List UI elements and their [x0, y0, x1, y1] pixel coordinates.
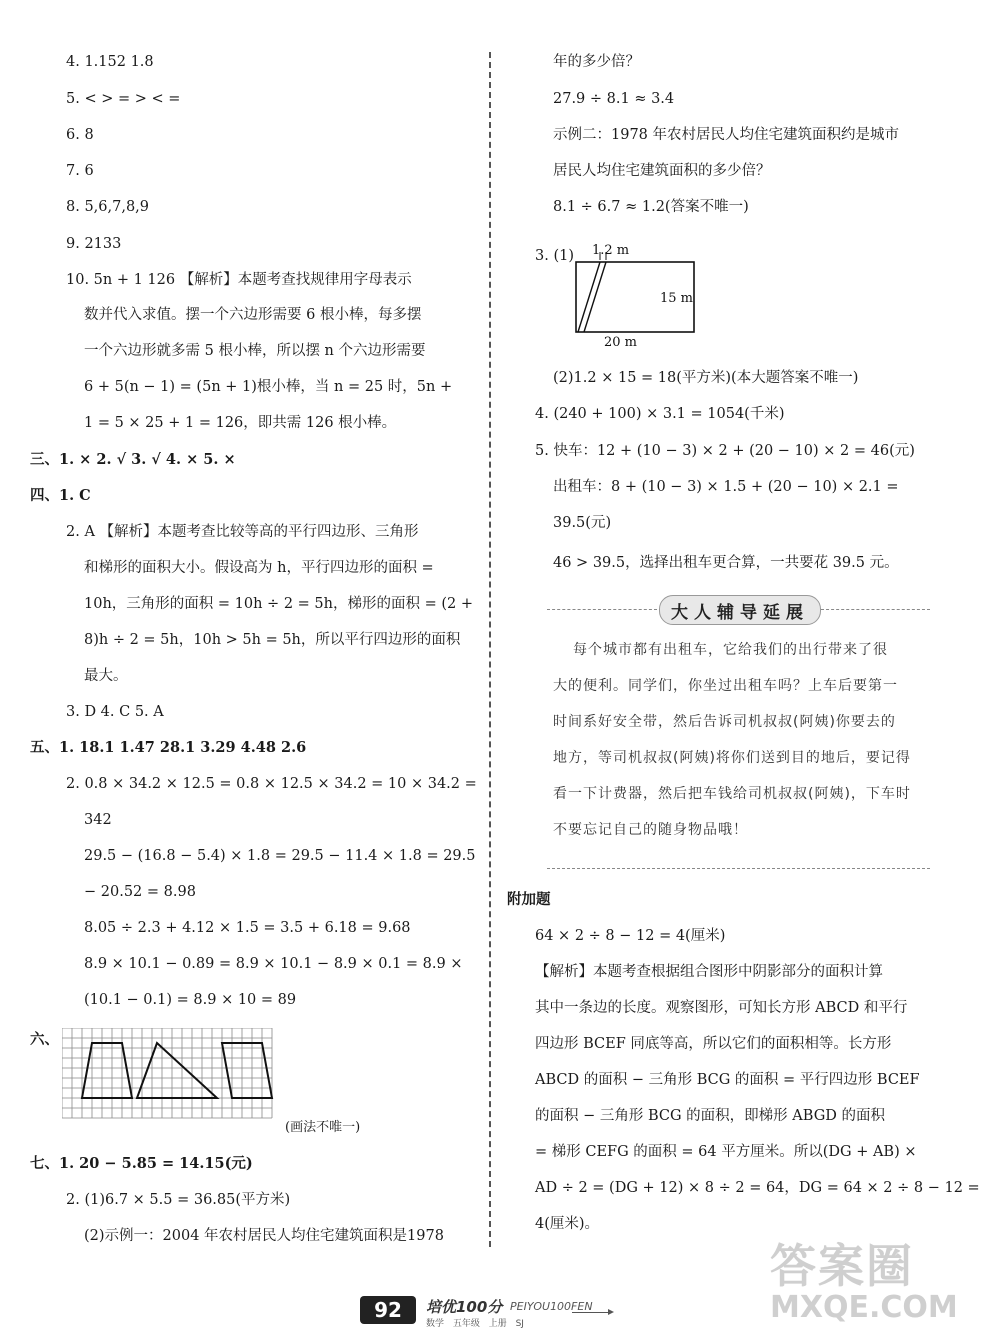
answer-line: 7. 6	[66, 163, 94, 179]
grid-shapes-figure	[62, 1028, 282, 1120]
trapezoid-shape	[82, 1043, 132, 1098]
watermark	[770, 1230, 958, 1325]
extension-line: 大的便利。同学们，你坐过出租车吗？上车后要第一	[553, 678, 898, 694]
answer-line: 2. 0.8 × 34.2 × 12.5 = 0.8 × 12.5 × 34.2 = 10 × 34.2 =	[66, 776, 477, 792]
answer-line: 的面积 − 三角形 BCG 的面积，即梯形 ABGD 的面积	[535, 1108, 886, 1124]
section-five: 五、1. 18.1 1.47 28.1 3.29 4.48 2.6	[30, 739, 307, 756]
answer-line: 8.1 ÷ 6.7 ≈ 1.2(答案不唯一)	[553, 199, 749, 215]
answer-line: (10.1 − 0.1) = 8.9 × 10 = 89	[84, 992, 297, 1008]
answer-line: 和梯形的面积大小。假设高为 h，平行四边形的面积 =	[84, 560, 434, 576]
answer-line: 342	[84, 812, 112, 828]
column-divider	[489, 52, 491, 1247]
answer-line: 10. 5n + 1 126 【解析】本题考查找规律用字母表示	[66, 272, 412, 288]
extension-banner	[547, 592, 930, 628]
answer-line: 8. 5,6,7,8,9	[66, 199, 150, 215]
answer-line: 3. D 4. C 5. A	[66, 704, 164, 720]
answer-line: 一个六边形就多需 5 根小棒，所以摆 n 个六边形需要	[84, 343, 426, 359]
section-four: 四、1. C	[30, 487, 91, 504]
section-six: 六、	[30, 1031, 59, 1048]
drawing-note: (画法不唯一)	[285, 1120, 361, 1135]
page-footer	[360, 1296, 660, 1329]
answer-line: ABCD 的面积 − 三角形 BCG 的面积 = 平行四边形 BCEF	[535, 1072, 920, 1088]
answer-line: 5. < > = > < =	[66, 91, 181, 107]
brand-english: PEIYOU100FEN	[510, 1300, 593, 1313]
answer-line: = 梯形 CEFG 的面积 = 64 平方厘米。所以(DG + AB) ×	[535, 1144, 917, 1160]
answer-line: 10h，三角形的面积 = 10h ÷ 2 = 5h，梯形的面积 = (2 +	[84, 596, 473, 612]
answer-line: 最大。	[84, 668, 128, 684]
answer-line: (2)示例一：2004 年农村居民人均住宅建筑面积是1978	[84, 1228, 444, 1244]
book-info: 数学 五年级 上册 SJ	[426, 1319, 524, 1329]
answer-line: 居民人均住宅建筑面积的多少倍？	[553, 163, 771, 179]
watermark-url: MXQE.COM	[770, 1290, 958, 1325]
extension-line: 不要忘记自己的随身物品哦！	[553, 822, 748, 838]
grid-lines	[62, 1028, 272, 1118]
answer-line: 【解析】本题考查根据组合图形中阴影部分的面积计算	[535, 964, 883, 980]
answer-line: 2. A 【解析】本题考查比较等高的平行四边形、三角形	[66, 524, 419, 540]
answer-line: 64 × 2 ÷ 8 − 12 = 4(厘米)	[535, 928, 726, 944]
answer-line: (2)1.2 × 15 = 18(平方米)(本大题答案不唯一)	[553, 370, 859, 386]
answer-line: 示例二：1978 年农村居民人均住宅建筑面积约是城市	[553, 127, 900, 143]
top-dimension: 1.2 m	[592, 243, 630, 258]
answer-line: 2. (1)6.7 × 5.5 = 36.85(平方米)	[66, 1192, 291, 1208]
answer-line: − 20.52 = 8.98	[84, 884, 196, 900]
answer-line: 29.5 − (16.8 − 5.4) × 1.8 = 29.5 − 11.4 × 1.8 = 29.5	[84, 848, 476, 864]
extension-line: 地方，等司机叔叔(阿姨)将你们送到目的地后，要记得	[553, 750, 911, 766]
answer-line: 6. 8	[66, 127, 94, 143]
banner-line-right	[821, 609, 930, 610]
answer-line: 4. 1.152 1.8	[66, 54, 154, 70]
watermark-logo: 答案圈	[770, 1239, 914, 1293]
answer-line: 5. 快车：12 + (10 − 3) × 2 + (20 − 10) × 2 = 46(元)	[535, 443, 915, 459]
banner-title: 大人辅导延展	[659, 595, 821, 625]
road-left-edge	[578, 262, 600, 332]
footer-arrow-icon	[572, 1312, 612, 1313]
extension-line: 看一下计费器，然后把车钱给司机叔叔(阿姨)，下车时	[553, 786, 911, 802]
road-right-edge	[584, 262, 606, 332]
brand-name: 培优100分	[426, 1298, 503, 1316]
answer-line: 4(厘米)。	[535, 1216, 600, 1232]
banner-line-left	[547, 609, 657, 610]
answer-line: 3. (1)	[535, 248, 574, 264]
answer-line: 1 = 5 × 25 + 1 = 126，即共需 126 根小棒。	[84, 415, 397, 431]
triangle-shape	[137, 1043, 217, 1098]
section-three: 三、1. × 2. √ 3. √ 4. × 5. ×	[30, 451, 236, 468]
extension-line: 每个城市都有出租车，它给我们的出行带来了很	[573, 642, 888, 658]
extension-line: 时间系好安全带，然后告诉司机叔叔(阿姨)你要去的	[553, 714, 896, 730]
answer-line: 四边形 BCEF 同底等高，所以它们的面积相等。长方形	[535, 1036, 892, 1052]
extension-separator	[547, 868, 930, 869]
answer-line: 数并代入求值。摆一个六边形需要 6 根小棒，每多摆	[84, 307, 422, 323]
answer-line: 8.9 × 10.1 − 0.89 = 8.9 × 10.1 − 8.9 × 0.1 = 8.9 ×	[84, 956, 463, 972]
answer-line: 27.9 ÷ 8.1 ≈ 3.4	[553, 91, 675, 107]
answer-line: 年的多少倍？	[553, 54, 640, 70]
answer-line: AD ÷ 2 = (DG + 12) × 8 ÷ 2 = 64，DG = 64 × 2 ÷ 8 − 12 =	[535, 1180, 980, 1196]
answer-line: 46 > 39.5，选择出租车更合算，一共要花 39.5 元。	[553, 555, 899, 571]
answer-line: 8)h ÷ 2 = 5h，10h > 5h = 5h，所以平行四边形的面积	[84, 632, 461, 648]
answer-line: 39.5(元)	[553, 515, 612, 531]
bottom-dimension: 20 m	[604, 335, 638, 350]
answer-line: 4. (240 + 100) × 3.1 = 1054(千米)	[535, 406, 785, 422]
answer-line: 6 + 5(n − 1) = (5n + 1)根小棒，当 n = 25 时，5n +	[84, 379, 453, 395]
rectangle-figure	[534, 240, 734, 350]
parallelogram-shape	[222, 1043, 272, 1098]
answer-line: 出租车：8 + (10 − 3) × 1.5 + (20 − 10) × 2.1 =	[553, 479, 899, 495]
section-seven: 七、1. 20 − 5.85 = 14.15(元)	[30, 1155, 253, 1172]
page-number: 92	[360, 1296, 416, 1324]
answer-line: 9. 2133	[66, 236, 122, 252]
side-dimension: 15 m	[660, 291, 694, 306]
answer-line: 其中一条边的长度。观察图形，可知长方形 ABCD 和平行	[535, 1000, 908, 1016]
bonus-heading: 附加题	[507, 891, 551, 908]
answer-line: 8.05 ÷ 2.3 + 4.12 × 1.5 = 3.5 + 6.18 = 9.68	[84, 920, 411, 936]
